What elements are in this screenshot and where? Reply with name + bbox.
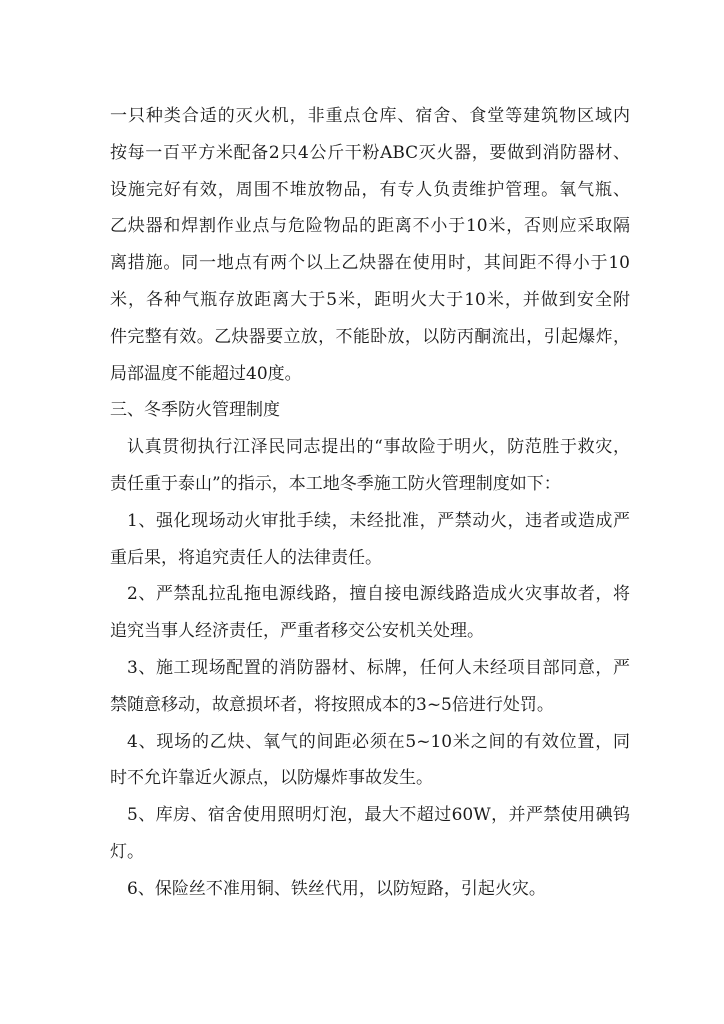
paragraph-line: 米，各种气瓶存放距离大于5米，距明火大于10米，并做到安全附 [110, 289, 630, 310]
document-body [110, 98, 630, 908]
rule-2 [110, 576, 630, 650]
paragraph-fire-equipment [110, 98, 630, 392]
rule-line: 4、现场的乙炔、氧气的间距必须在5~10米之间的有效位置，同 [127, 731, 630, 752]
paragraph-line: 设施完好有效，周围不堆放物品，有专人负责维护管理。氧气瓶、 [110, 179, 630, 200]
rule-line: 5、库房、宿舍使用照明灯泡，最大不超过60W，并严禁使用碘钨 [127, 805, 630, 826]
paragraph-line: 乙炔器和焊割作业点与危险物品的距离不小于10米，否则应采取隔 [110, 216, 630, 237]
rule-1 [110, 503, 630, 577]
rule-3 [110, 650, 630, 724]
rule-5 [110, 797, 630, 871]
paragraph-line: 按每一百平方米配备2只4公斤干粉ABC灭火器，要做到消防器材、 [110, 142, 630, 163]
paragraph-intro [110, 429, 630, 503]
paragraph-line: 认真贯彻执行江泽民同志提出的“事故险于明火，防范胜于救灾， [127, 437, 630, 458]
rule-line: 时不允许靠近火源点，以防爆炸事故发生。 [110, 768, 433, 789]
rule-line: 灯。 [110, 841, 144, 862]
paragraph-line: 离措施。同一地点有两个以上乙炔器在使用时，其间距不得小于10 [110, 253, 630, 274]
paragraph-line: 件完整有效。乙炔器要立放，不能卧放，以防丙酮流出，引起爆炸， [110, 326, 630, 347]
rule-line: 追究当事人经济责任，严重者移交公安机关处理。 [110, 621, 484, 642]
rule-6 [110, 871, 630, 908]
paragraph-line: 一只种类合适的灭火机，非重点仓库、宿舍、食堂等建筑物区域内 [110, 106, 630, 126]
rule-line: 禁随意移动，故意损坏者，将按照成本的3~5倍进行处罚。 [110, 694, 554, 715]
paragraph-line: 局部温度不能超过40度。 [110, 363, 302, 384]
paragraph-line: 责任重于泰山”的指示，本工地冬季施工防火管理制度如下： [110, 473, 561, 494]
rule-line: 6、保险丝不准用铜、铁丝代用，以防短路，引起火灾。 [127, 878, 546, 899]
rule-line: 3、施工现场配置的消防器材、标牌，任何人未经项目部同意，严 [127, 657, 630, 678]
section-heading: 三、冬季防火管理制度 [110, 400, 280, 421]
rule-line: 重后果，将追究责任人的法律责任。 [110, 547, 382, 568]
rule-line: 1、强化现场动火审批手续，未经批准，严禁动火，违者或造成严 [127, 510, 630, 531]
rule-4 [110, 724, 630, 798]
rule-line: 2、严禁乱拉乱拖电源线路，擅自接电源线路造成火灾事故者，将 [127, 584, 630, 605]
